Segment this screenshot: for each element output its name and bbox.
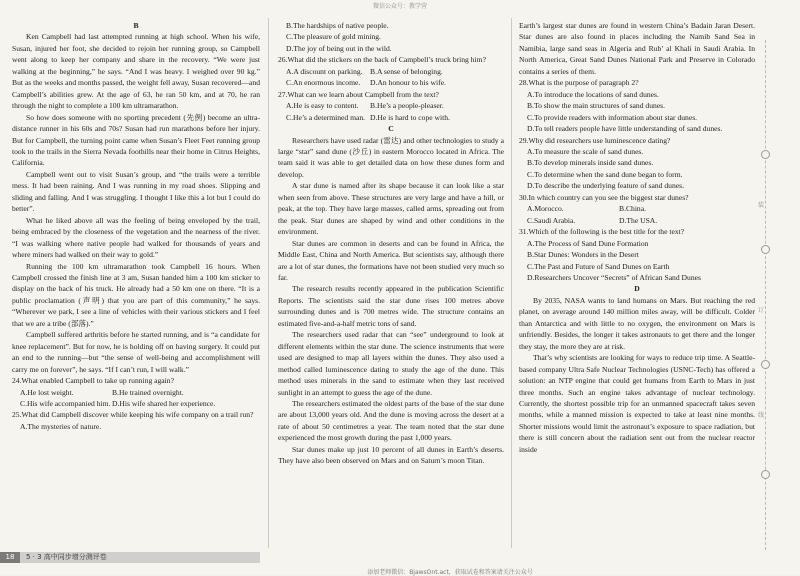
option-29b: B.To develop minerals inside sand dunes. [527, 158, 654, 168]
option-26b: B.A sense of belonging. [370, 66, 443, 76]
binding-hole [761, 245, 770, 254]
option-24d: D.His wife shared her experience. [112, 398, 216, 408]
paragraph: Star dunes are common in deserts and can be found in Africa, the Middle East, China and North America. But scientists say, although there are a lot of star dunes, the formations have not been studied very much so far. [278, 238, 504, 282]
page-footer [0, 552, 260, 563]
option-24a: A.He lost weight. [20, 387, 74, 397]
option-27a: A.He is easy to content. [286, 101, 359, 111]
paragraph: The researchers used radar that can “see” underground to look at different elements within the star dune. The science instruments that were used are designed to map all layers within the dunes. They also used a method called luminescence dating to study the age of the dune. This method uses minerals in the sand to estimate when they last received sunlight in an attempt to guess the age of the dune. [278, 330, 504, 397]
question-26-options-row1 [278, 66, 504, 77]
question-29: 29.Why did researchers use luminescence dating? [519, 135, 671, 145]
paragraph: By 2035, NASA wants to land humans on Mars. But reaching the red planet, on average around 140 million miles away, will be difficult. Colder than Antarctica and with little to no oxygen, the environment on Mars is unfriendly. Besides, the longer it takes astronauts to get there and the longer they stay, the more they are at risk. [519, 295, 755, 351]
option-30c: C.Saudi Arabia. [527, 215, 576, 225]
option-25d: D.The joy of being out in the wild. [286, 43, 392, 53]
option-30b: B.China. [619, 204, 647, 214]
paragraph: The researchers estimated the oldest parts of the base of the star dune are about 13,000 years old. And the dune is moving across the desert at a rate of about 50 centimetres a year. The team noted that the star dune experienced the most growth during the past 1,000 years. [278, 398, 504, 443]
option-28b: B.To show the main structures of sand dunes. [527, 101, 666, 111]
option-27d: D.He is hard to cope with. [370, 112, 450, 122]
option-28a: A.To introduce the locations of sand dunes. [527, 89, 659, 99]
option-26d: D.An honour to his wife. [370, 78, 446, 88]
paragraph: Ken Campbell had last attempted running at high school. When his wife, Susan, injured her foot, she decided to rejoin her running group, so Campbell went along to keep her company and share in the recovery. “We were just walking at the beginning,” he says. “And I was heavy. I weighed over 90 kg.” But as the weeks and months passed, the weight fell away, Susan recovered—and Campbell’s abilities grew. At the age of 63, he ran 50 km, and at 70, he ran through the night to complete a 100 km ultramarathon. [12, 32, 260, 111]
option-31d: D.Researchers Uncover “Secrets” of African Sand Dunes [527, 272, 701, 282]
paragraph-continued: Earth’s largest star dunes are found in western China’s Badain Jaran Desert. Star dunes are also found in places including the Namib Sand Sea in Namibia, large sand seas in Algeria and Rub’ al Khali in Saudi Arabia. In North America, Great Sand Dunes National Park and Preserve in Colorado contains a series of them. [519, 21, 755, 76]
option-29a: A.To measure the scale of sand dunes. [527, 146, 644, 156]
paragraph: The research results recently appeared in the publication Scientific Reports. The scientists said the star dune rises 100 metres above surrounding dunes and is 700 metres wide. The structure contains an estimated five-and-a-half metric tons of sand. [278, 284, 504, 328]
paragraph: A star dune is named after its shape because it can look like a star when seen from above. These structures are very large and have a hill, or peak, at the top. They have large masses, called arms, spreading out from the peak. Star dunes are shaped by wind and other conditions in the environment. [278, 181, 504, 237]
question-28: 28.What is the purpose of paragraph 2? [519, 78, 639, 88]
option-25b: B.The hardships of native people. [286, 21, 389, 30]
section-b-heading: B [133, 21, 139, 30]
section-d-heading: D [634, 284, 640, 294]
option-28d: D.To tell readers people have little understanding of sand dunes. [527, 124, 723, 134]
option-26a: A.A discount on parking. [286, 66, 363, 76]
paragraph: So how does someone with no sporting precedent (先例) become an ultra-distance runner in his 60s and 70s? Susan had run marathons before her injury. But for Campbell, the turning point came when Susan’s Fleet Feet running group took to the trails in the Sierra Nevada foothills near their home in Citrus Heights, California. [12, 112, 260, 168]
footer-title: 5 · 3 高中同步增分测评卷 [26, 553, 107, 561]
column-divider [511, 18, 512, 548]
question-24: 24.What enabled Campbell to take up running again? [12, 376, 174, 386]
section-c-heading: C [388, 124, 394, 134]
question-30-options-row1 [519, 203, 755, 214]
option-30a: A.Morocco. [527, 204, 564, 214]
option-24c: C.His wife accompanied him. [20, 398, 111, 408]
option-25a: A.The mysteries of nature. [20, 421, 102, 431]
paragraph: Running the 100 km ultramarathon took Campbell 16 hours. When Campbell crossed the finish line at 3 am, Susan handed him a 100 km sticker to display on the back of his truck. He already had a 50 km one on there. “It is a public proclamation (声明) that you are part of this community,” he says. “Wherever we park, I see a line of vehicles with their various stickers and I feel that we are a tribe (部落).” [12, 261, 260, 328]
question-27: 27.What can we learn about Campbell from the text? [278, 89, 439, 99]
option-26c: C.An enormous income. [286, 78, 361, 88]
bottom-watermark: 添加老师微信：BjawsOnt.act，获取试卷和答案请关注公众号 [367, 569, 533, 576]
option-24b: B.He trained overnight. [112, 387, 184, 397]
question-26: 26.What did the stickers on the back of Campbell’s truck bring him? [278, 55, 486, 65]
option-31c: C.The Past and Future of Sand Dunes on Earth [527, 261, 670, 271]
paragraph: That’s why scientists are looking for ways to reduce trip time. A Seattle-based company Ultra Safe Nuclear Technologies (USNC-Tech) has offered a solution: an NTP engine that could get humans from Earth to Mars in just three months. Such an engine takes advantage of nuclear technology. Currently, the shortest possible trip for an unmanned spacecraft takes seven months, while a manned mission is expected to take at least nine months. Shorter missions would limit the astronaut’s exposure to space radiation, but there is still concern about the radiation sent out from the nuclear reactor inside [519, 353, 755, 454]
question-27-options-row1 [278, 100, 504, 111]
question-25: 25.What did Campbell discover while keeping his wife company on a trail run? [12, 410, 254, 420]
binding-label: 装 [758, 202, 765, 209]
page-number: 18 [0, 552, 20, 563]
option-25c: C.The pleasure of gold mining. [286, 32, 381, 42]
paragraph: Researchers have used radar (雷达) and other technologies to study a large “star” sand dune (沙丘) in eastern Morocco located in Africa. The team said it was able to get detailed data on how these dunes form and develop. [278, 135, 504, 179]
option-31a: A.The Process of Sand Dune Formation [527, 238, 649, 248]
binding-hole [761, 360, 770, 369]
binding-label: 线 [758, 412, 765, 419]
option-27b: B.He’s a people-pleaser. [370, 101, 444, 111]
question-31: 31.Which of the following is the best title for the text? [519, 227, 685, 237]
binding-hole [761, 150, 770, 159]
paragraph: Campbell went out to visit Susan’s group, and “the trails were a terrible mess. It had been raining. And I was running in my road shoes. Slipping and sliding and falling. And I was struggling. I thought I like this a lot but I could do better”. [12, 169, 260, 214]
binding-hole [761, 470, 770, 479]
top-watermark: 微信公众号：教学营 [372, 3, 427, 10]
question-26-options-row2 [278, 77, 504, 88]
paragraph: What he liked above all was the feeling of being enveloped by the trail, being embraced by the closeness of the vegetation and the nearness of the river. “I was walking where native people had walked for thousands of years and where miners had walked on their way to gold.” [12, 215, 260, 260]
option-29c: C.To determine when the sand dune began to form. [527, 169, 683, 179]
option-29d: D.To describe the underlying feature of sand dunes. [527, 181, 684, 191]
question-30-options-row2 [519, 215, 755, 226]
option-28c: C.To provide readers with information about star dunes. [527, 112, 698, 122]
question-24-options-row2 [12, 398, 260, 409]
column-2 [278, 20, 504, 467]
column-3 [519, 20, 755, 455]
question-27-options-row2 [278, 112, 504, 123]
option-31b: B.Star Dunes: Wonders in the Desert [527, 250, 639, 260]
paragraph: Campbell suffered arthritis before he started running, and is “a candidate for knee replacement”. But for now, he is holding off on having surgery. It could put an end to the running—but “the sense of well-being and accomplishment will carry me on forever”, he says. “If I can’t run, I will walk.” [12, 330, 260, 374]
binding-label: 订 [758, 307, 765, 314]
column-1 [12, 20, 260, 432]
question-24-options-row1 [12, 387, 260, 398]
paragraph: Star dunes make up just 10 percent of all dunes in Earth’s deserts. They have also been observed on Mars and on Saturn’s moon Titan. [278, 444, 504, 466]
option-27c: C.He’s a determined man. [286, 112, 366, 122]
column-divider [268, 18, 269, 548]
question-30: 30.In which country can you see the biggest star dunes? [519, 192, 689, 202]
option-30d: D.The USA. [619, 215, 658, 225]
